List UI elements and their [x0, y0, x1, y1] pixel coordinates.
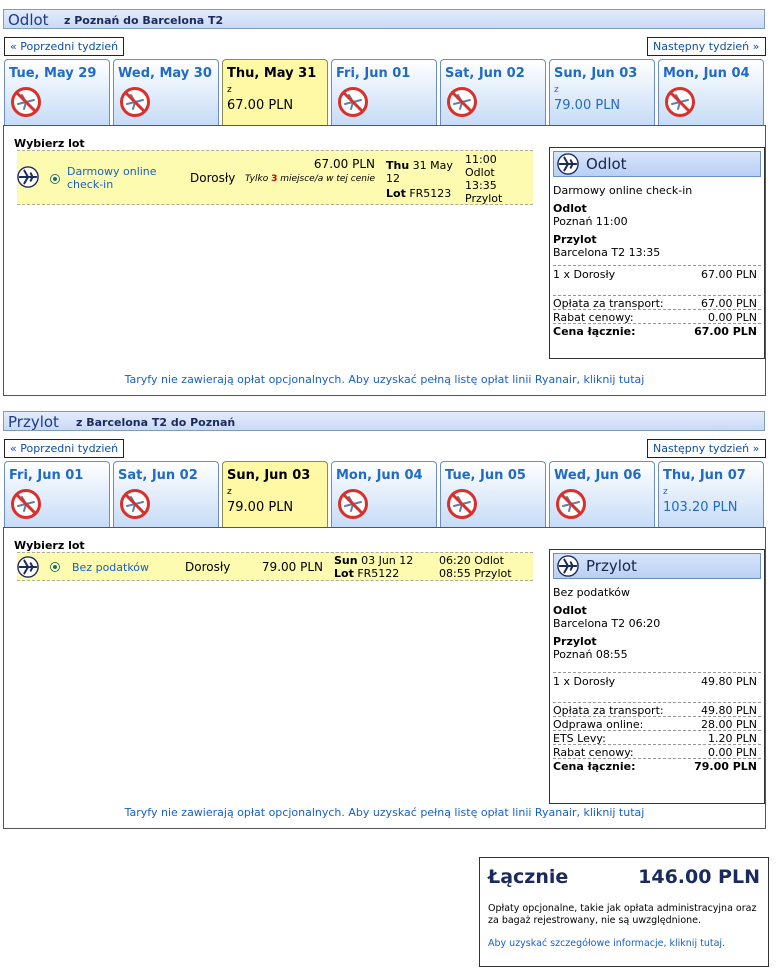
plane-icon: [17, 166, 39, 188]
plane-icon: [557, 153, 579, 175]
grand-total-value: 146.00 PLN: [638, 866, 760, 888]
tab-day: Fri, Jun 01: [9, 468, 84, 483]
date-tab[interactable]: [4, 461, 110, 527]
tab-price: 79.00 PLN: [554, 98, 621, 113]
date-tab[interactable]: [222, 59, 328, 125]
inbound-footer-link[interactable]: Taryfy nie zawierają opłat opcjonalnych. Aby uzyskać pełną listę opłat linii Ryanair, kliknij tutaj: [124, 806, 645, 819]
date-tab[interactable]: [113, 59, 219, 125]
tab-day: Sat, Jun 02: [445, 66, 525, 81]
tab-day: Mon, Jun 04: [336, 468, 423, 483]
date-tab[interactable]: [222, 461, 328, 527]
summary-fee-line: Rabat cenowy: 0.00 PLN: [553, 744, 761, 759]
no-flights-icon: [446, 488, 478, 520]
tab-day: Fri, Jun 01: [336, 66, 411, 81]
no-flights-icon: [119, 86, 151, 118]
summary-fee-line: ETS Levy: 1.20 PLN: [553, 730, 761, 745]
tab-price: 79.00 PLN: [227, 500, 294, 515]
summary-fee-line: Rabat cenowy: 0.00 PLN: [553, 309, 761, 324]
outbound-title: Odlot: [8, 11, 49, 29]
tab-day: Sun, Jun 03: [227, 468, 311, 483]
summary-total-line: Cena łącznie: 67.00 PLN: [553, 323, 761, 338]
outbound-choose-label: Wybierz lot: [14, 137, 85, 150]
inbound-summary-pax: 1 x Dorosły 49.80 PLN: [553, 672, 761, 688]
summary-total-line: Cena łącznie: 79.00 PLN: [553, 758, 761, 773]
tab-day: Sun, Jun 03: [554, 66, 638, 81]
date-tab[interactable]: [440, 59, 546, 125]
date-tab[interactable]: [113, 461, 219, 527]
outbound-fare-name[interactable]: Darmowy online check-in: [67, 165, 157, 191]
date-tab[interactable]: [549, 461, 655, 527]
no-flights-icon: [10, 86, 42, 118]
outbound-panel: [3, 125, 766, 396]
tab-day: Thu, May 31: [227, 66, 317, 81]
plane-icon: [17, 556, 39, 578]
grand-total-details-link[interactable]: Aby uzyskać szczegółowe informacje, kliknij tutaj.: [488, 938, 726, 949]
outbound-next-week-button[interactable]: Następny tydzień »: [647, 37, 766, 56]
outbound-summary-arr-label: Przylot: [553, 233, 597, 246]
inbound-summary-dep-value: Barcelona T2 06:20: [553, 617, 661, 630]
outbound-passenger: Dorosły: [190, 171, 236, 185]
tab-day: Sat, Jun 02: [118, 468, 198, 483]
tab-day: Mon, Jun 04: [663, 66, 750, 81]
no-flights-icon: [555, 488, 587, 520]
plane-icon: [557, 555, 579, 577]
inbound-flight-date: Sun 03 Jun 12: [334, 554, 414, 567]
outbound-seats-note: Tylko 3 miejsce/a w tej cenie: [244, 174, 375, 184]
inbound-arr: 08:55 Przylot: [439, 567, 512, 580]
tab-from: z: [554, 85, 559, 95]
grand-total-label: Łącznie: [488, 866, 569, 888]
outbound-summary-dep-value: Poznań 11:00: [553, 215, 628, 228]
inbound-route: z Barcelona T2 do Poznań: [76, 416, 236, 429]
outbound-summary-title: Odlot: [586, 155, 627, 173]
tab-price: 103.20 PLN: [663, 500, 738, 515]
date-tab[interactable]: [658, 59, 764, 125]
tab-day: Wed, May 30: [118, 66, 212, 81]
inbound-title: Przylot: [8, 413, 59, 431]
summary-fee-line: Odprawa online: 28.00 PLN: [553, 716, 761, 731]
no-flights-icon: [337, 86, 369, 118]
outbound-footer-link[interactable]: Taryfy nie zawierają opłat opcjonalnych. Aby uzyskać pełną listę opłat linii Ryanair, kliknij tutaj: [124, 373, 645, 386]
outbound-flight-row[interactable]: [17, 150, 533, 205]
no-flights-icon: [664, 86, 696, 118]
summary-fee-line: Opłata za transport: 49.80 PLN: [553, 702, 761, 717]
tab-day: Wed, Jun 06: [554, 468, 642, 483]
date-tab[interactable]: [440, 461, 546, 527]
inbound-summary-dep-label: Odlot: [553, 604, 587, 617]
inbound-panel: [3, 527, 766, 829]
date-tab[interactable]: [331, 461, 437, 527]
outbound-fare-radio[interactable]: [50, 174, 60, 184]
inbound-header: [3, 411, 765, 431]
date-tab[interactable]: [4, 59, 110, 125]
outbound-price: 67.00 PLN: [313, 157, 375, 171]
outbound-route: z Poznań do Barcelona T2: [64, 14, 224, 27]
no-flights-icon: [119, 488, 151, 520]
tab-from: z: [663, 487, 668, 497]
outbound-summary: [549, 147, 765, 359]
date-tab[interactable]: [549, 59, 655, 125]
grand-total-box: [479, 857, 769, 967]
tab-day: Thu, Jun 07: [663, 468, 746, 483]
inbound-flight-number: Lot FR5122: [334, 567, 400, 580]
outbound-flight-date: Thu 31 May 12: [386, 159, 453, 185]
inbound-summary-arr-label: Przylot: [553, 635, 597, 648]
inbound-summary-fare: Bez podatków: [553, 586, 631, 599]
inbound-fare-name[interactable]: Bez podatków: [72, 561, 150, 574]
grand-total-note: Opłaty opcjonalne, takie jak opłata administracyjna oraz za bagaż rejestrowany, nie są uwzględnione.: [488, 903, 757, 926]
outbound-summary-arr-value: Barcelona T2 13:35: [553, 246, 661, 259]
inbound-summary: [549, 549, 765, 804]
tab-day: Tue, May 29: [9, 66, 97, 81]
inbound-price: 79.00 PLN: [261, 560, 323, 574]
outbound-summary-header: [553, 151, 761, 177]
inbound-summary-title: Przylot: [586, 557, 637, 575]
tab-from: z: [227, 85, 232, 95]
outbound-prev-week-button[interactable]: « Poprzedni tydzień: [4, 37, 124, 56]
date-tab[interactable]: [658, 461, 764, 527]
inbound-fare-radio[interactable]: [50, 562, 60, 572]
inbound-choose-label: Wybierz lot: [14, 539, 85, 552]
inbound-passenger: Dorosły: [185, 560, 231, 574]
outbound-flight-number: Lot FR5123: [386, 187, 452, 200]
inbound-next-week-button[interactable]: Następny tydzień »: [647, 439, 766, 458]
outbound-summary-dep-label: Odlot: [553, 202, 587, 215]
tab-day: Tue, Jun 05: [445, 468, 526, 483]
tab-from: z: [227, 487, 232, 497]
outbound-summary-pax: 1 x Dorosły 67.00 PLN: [553, 265, 761, 281]
no-flights-icon: [446, 86, 478, 118]
inbound-summary-header: [553, 553, 761, 579]
inbound-prev-week-button[interactable]: « Poprzedni tydzień: [4, 439, 124, 458]
tab-price: 67.00 PLN: [227, 98, 294, 113]
outbound-header: [3, 9, 765, 29]
summary-fee-line: Opłata za transport: 67.00 PLN: [553, 295, 761, 310]
no-flights-icon: [337, 488, 369, 520]
inbound-dep: 06:20 Odlot: [439, 554, 504, 567]
outbound-summary-fare: Darmowy online check-in: [553, 184, 693, 197]
no-flights-icon: [10, 488, 42, 520]
outbound-flight-times: 11:00 Odlot 13:35 Przylot: [465, 153, 503, 205]
inbound-summary-arr-value: Poznań 08:55: [553, 648, 628, 661]
inbound-flight-row[interactable]: [17, 552, 533, 581]
date-tab[interactable]: [331, 59, 437, 125]
